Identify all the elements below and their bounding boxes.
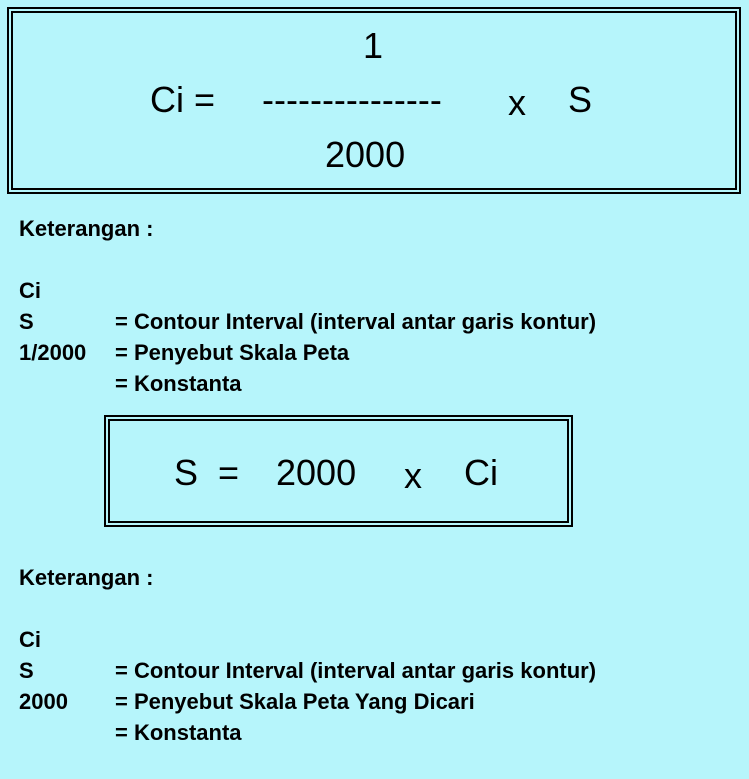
legend-definition: = Konstanta <box>115 720 242 745</box>
legend-term: S <box>19 658 34 683</box>
legend-definition: = Penyebut Skala Peta Yang Dicari <box>115 689 475 714</box>
formula2-times-sign: x <box>404 455 422 496</box>
legend-definition: = Contour Interval (interval antar garis kontur) <box>115 309 597 334</box>
legend-term: Ci <box>19 627 41 652</box>
legend-term: S <box>19 309 34 334</box>
legend-definition: = Konstanta <box>115 371 242 396</box>
formula-fraction-bar: --------------- <box>262 79 442 120</box>
formula-times-sign: x <box>508 82 526 123</box>
formula-numerator: 1 <box>363 25 384 66</box>
legend-heading: Keterangan : <box>19 216 154 241</box>
formula2-lhs: S <box>174 452 199 493</box>
legend-row <box>19 244 597 334</box>
legend-term: Ci <box>19 278 41 303</box>
legend-ci-formula <box>19 213 597 396</box>
formula2-constant: 2000 <box>276 452 357 493</box>
legend-s-formula <box>19 562 597 745</box>
formula2-multiplier: Ci <box>464 452 498 493</box>
formula-denominator: 2000 <box>325 134 406 175</box>
legend-definition: = Penyebut Skala Peta <box>115 340 350 365</box>
formula-lhs: Ci = <box>150 79 216 120</box>
formula2-equals: = <box>218 452 240 493</box>
legend-row <box>19 593 597 683</box>
formula-multiplier: S <box>568 79 593 120</box>
legend-definition: = Contour Interval (interval antar garis kontur) <box>115 658 597 683</box>
legend-heading: Keterangan : <box>19 565 154 590</box>
legend-term: 1/2000 <box>19 340 87 365</box>
legend-row <box>19 655 242 745</box>
legend-term: 2000 <box>19 689 68 714</box>
